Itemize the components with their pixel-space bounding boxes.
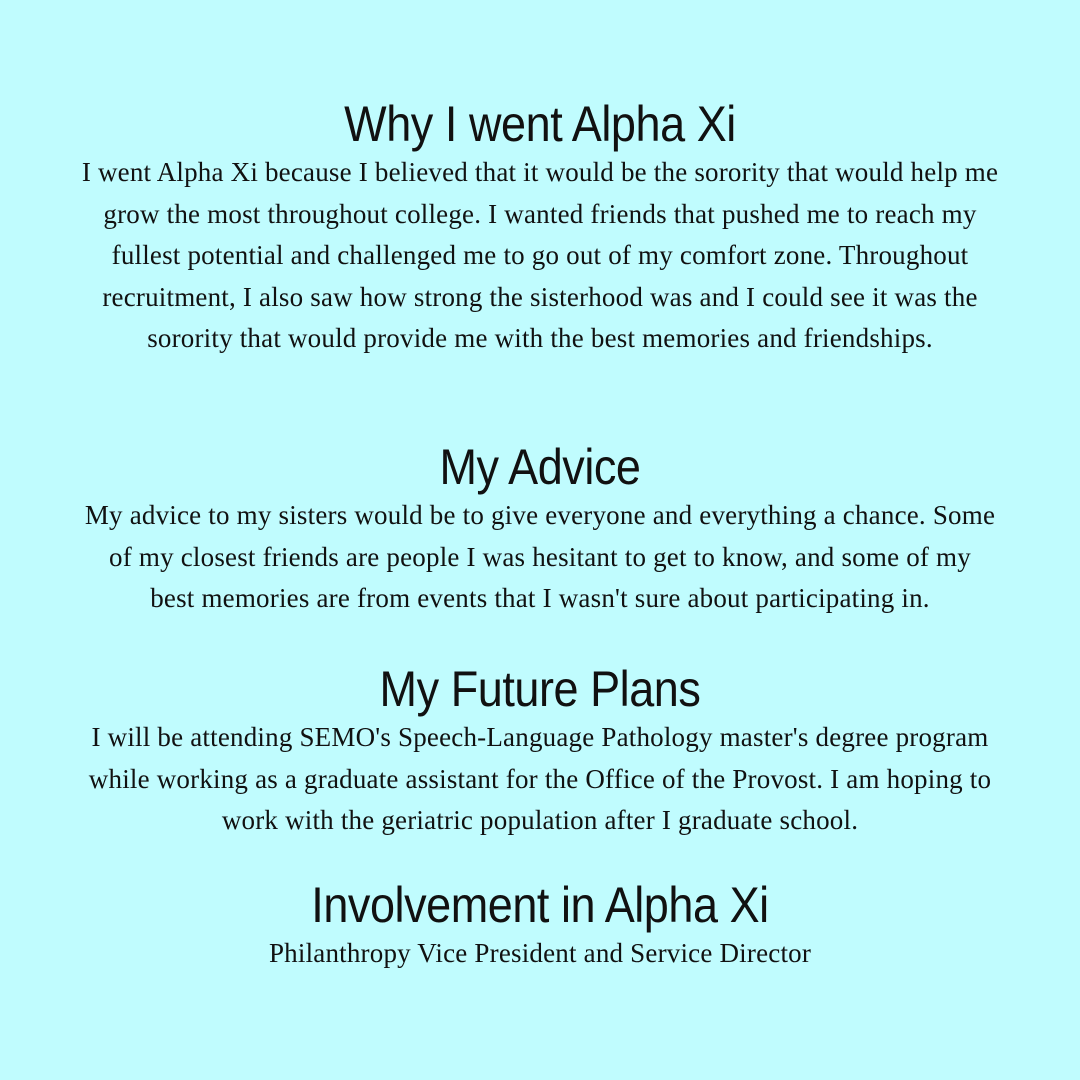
body-line: recruitment, I also saw how strong the sisterhood was and I could see it was the [102,281,978,312]
body-line: work with the geriatric population after I graduate school. [221,805,859,835]
section-heading: My Future Plans [379,661,701,717]
section-heading: Involvement in Alpha Xi [311,877,769,933]
body-line: sorority that would provide me with the best memories and friendships. [147,323,933,353]
body-line: of my closest friends are people I was hesitant to get to know, and some of my [109,541,971,572]
section-heading: Why I went Alpha Xi [344,96,736,152]
section-future-plans [0,661,1080,842]
section-why-alpha-xi [0,96,1080,360]
body-line: best memories are from events that I wasn't sure about participating in. [150,583,930,613]
body-line: fullest potential and challenged me to go out of my comfort zone. Throughout [111,240,969,270]
section-my-advice [0,439,1080,620]
section-involvement [0,877,1080,975]
body-line: grow the most throughout college. I wanted friends that pushed me to reach my [103,198,977,229]
body-line: while working as a graduate assistant for the Office of the Provost. I am hoping to [88,763,992,794]
body-line: I went Alpha Xi because I believed that it would be the sorority that would help me [81,157,999,187]
section-heading: My Advice [439,439,641,495]
body-line: I will be attending SEMO's Speech-Language Pathology master's degree program [91,722,989,752]
body-line: Philanthropy Vice President and Service Director [268,938,812,968]
body-line: My advice to my sisters would be to give everyone and everything a chance. Some [84,500,996,530]
